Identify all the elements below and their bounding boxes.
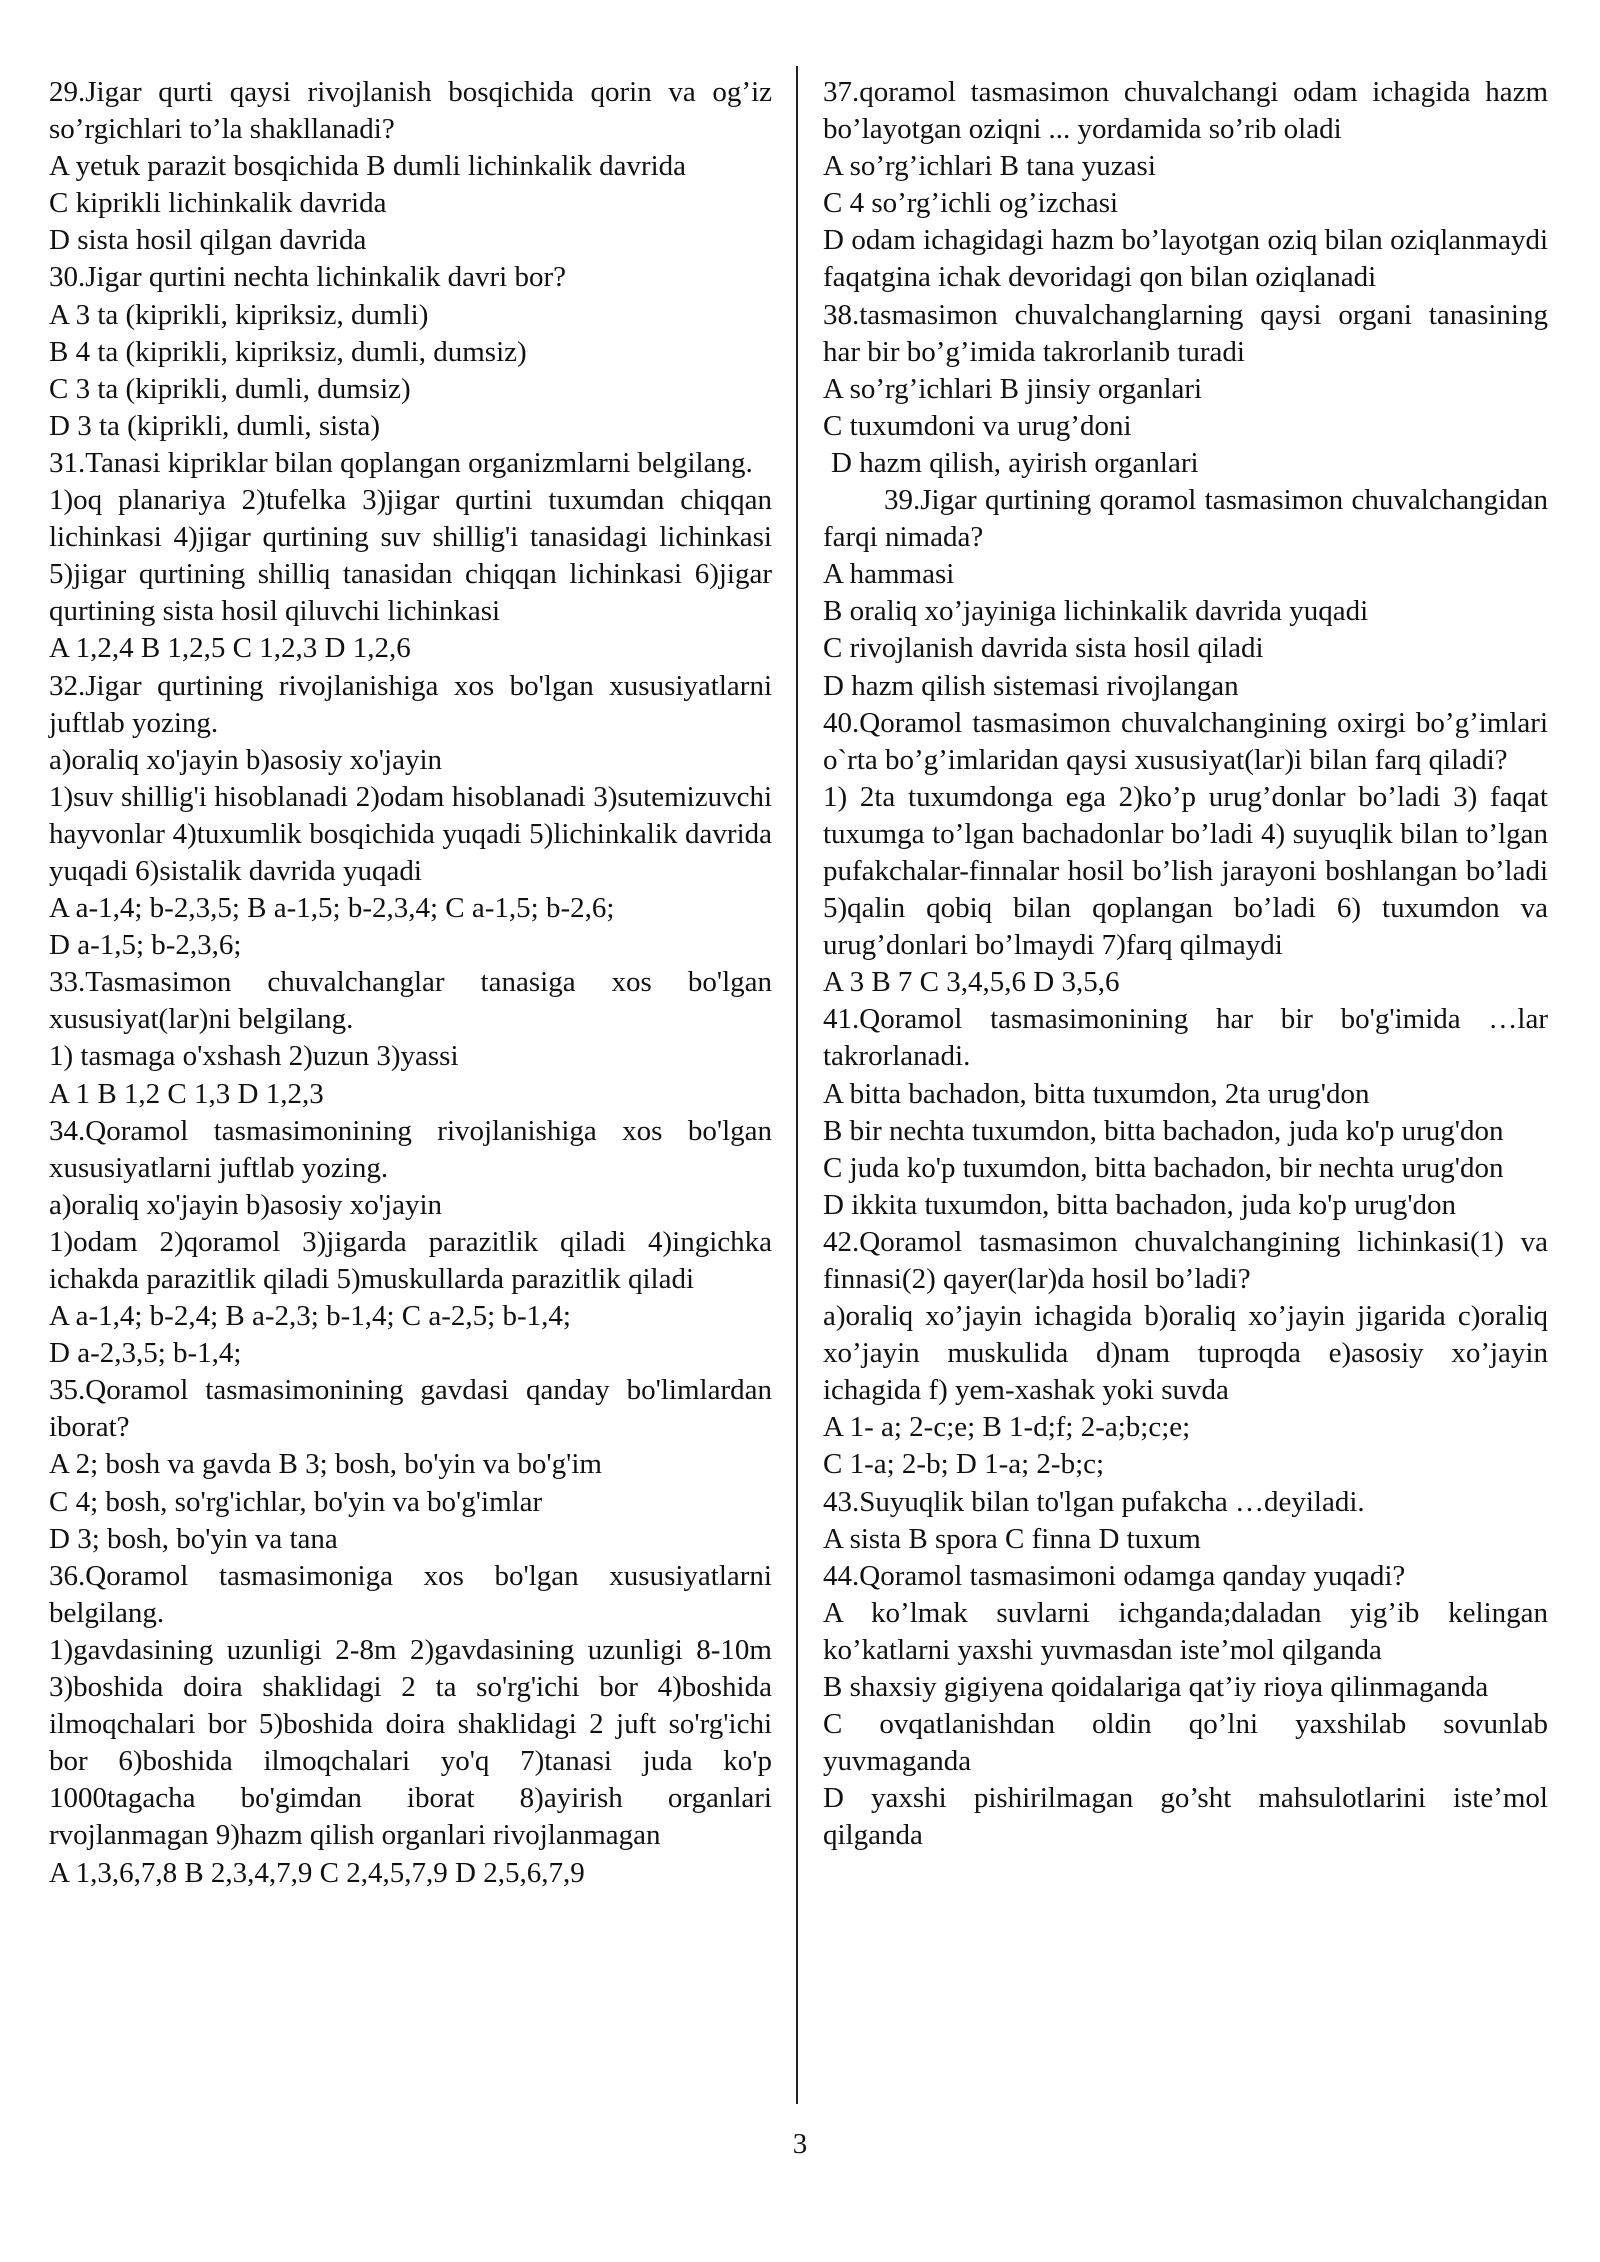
text-line: A hammasi: [823, 558, 955, 591]
text-line: A yetuk parazit bosqichida B dumli lichinkalik davrida: [49, 150, 687, 183]
text-line: A sista B spora C finna D tuxum: [823, 1522, 1201, 1555]
text-line: 1)oq planariya 2)tufelka 3)jigar qurtini tuxumdan chiqqan lichinkasi 4)jigar qurtining suv shillig'i tanasidagi lichinkasi 5)jigar qurtining shilliq tanasidan chiqqan lichinkasi 6)jigar qurtining sista hosil qiluvchi lichinkasi: [49, 484, 772, 628]
text-line: D ikkita tuxumdon, bitta bachadon, juda ko'p urug'don: [823, 1188, 1457, 1221]
text-line: C rivojlanish davrida sista hosil qiladi: [823, 632, 1264, 665]
text-line: 41.Qoramol tasmasimonining har bir bo'g'imida …lar takrorlanadi.: [823, 1003, 1548, 1073]
text-line: C ovqatlanishdan oldin qo’lni yaxshilab sovunlab yuvmaganda: [823, 1708, 1548, 1778]
text-line: 44.Qoramol tasmasimoni odamga qanday yuqadi?: [823, 1559, 1406, 1592]
text-line: 1) 2ta tuxumdonga ega 2)ko’p urug’donlar bo’ladi 3) faqat tuxumga to’lgan bachadonlar bo’ladi 4) suyuqlik bilan to’lgan pufakchalar-finnalar hosil bo’lish jarayoni boshlangan bo’ladi 5)qalin qobiq bilan qoplangan bo’ladi 6) tuxumdon va urug’donlari bo’lmaydi 7)farq qilmaydi: [823, 780, 1548, 962]
text-line: D 3 ta (kiprikli, dumli, sista): [49, 409, 381, 442]
text-line: B shaxsiy gigiyena qoidalariga qat’iy rioya qilinmaganda: [823, 1671, 1489, 1704]
text-line: 1)gavdasining uzunligi 2-8m 2)gavdasining uzunligi 8-10m 3)boshida doira shaklidagi 2 ta so'rg'ichi bor 4)boshida ilmoqchalari bor 5)boshida doira shaklidagi 2 juft so'rg'ichi bor 6)boshida ilmoqchalari yo'q 7)tanasi juda ko'p 1000tagacha bo'gimdan iborat 8)ayirish organlari rvojlanmagan 9)hazm qilish organlari rivojlanmagan: [49, 1633, 772, 1852]
text-line: a)oraliq xo’jayin ichagida b)oraliq xo’jayin jigarida c)oraliq xo’jayin muskulida d)nam tuproqda e)asosiy xo’jayin ichagida f) yem-xashak yoki suvda: [823, 1300, 1548, 1407]
text-line: 39.Jigar qurtining qoramol tasmasimon chuvalchangidan farqi nimada?: [823, 484, 1548, 554]
text-line: 33.Tasmasimon chuvalchanglar tanasiga xos bo'lgan xususiyat(lar)ni belgilang.: [49, 966, 772, 1036]
text-line: 1) tasmaga o'xshash 2)uzun 3)yassi: [49, 1040, 459, 1073]
text-line: 35.Qoramol tasmasimonining gavdasi qanday bo'limlardan iborat?: [49, 1374, 772, 1444]
text-line: a)oraliq xo'jayin b)asosiy xo'jayin: [49, 743, 443, 776]
text-line: D hazm qilish sistemasi rivojlangan: [823, 669, 1239, 702]
text-line: 43.Suyuqlik bilan to'lgan pufakcha …deyiladi.: [823, 1485, 1365, 1518]
text-line: A so’rg’ichlari B jinsiy organlari: [823, 372, 1203, 405]
page-number: 3: [792, 2128, 808, 2160]
text-line: C kiprikli lichinkalik davrida: [49, 187, 387, 220]
text-line: 40.Qoramol tasmasimon chuvalchangining oxirgi bo’g’imlari o`rta bo’g’imlaridan qaysi xususiyat(lar)i bilan farq qiladi?: [823, 706, 1548, 776]
text-line: 42.Qoramol tasmasimon chuvalchangining lichinkasi(1) va finnasi(2) qayer(lar)da hosil bo’ladi?: [823, 1225, 1548, 1295]
text-line: A 1,2,4 B 1,2,5 C 1,2,3 D 1,2,6: [49, 632, 411, 665]
text-line: A a-1,4; b-2,4; B a-2,3; b-1,4; C a-2,5; b-1,4;: [49, 1300, 571, 1333]
column-divider: [796, 66, 798, 2104]
left-column: [49, 74, 772, 1892]
text-line: C 1-a; 2-b; D 1-a; 2-b;c;: [823, 1448, 1105, 1481]
text-line: D yaxshi pishirilmagan go’sht mahsulotlarini iste’mol qilganda: [823, 1782, 1548, 1852]
text-line: A bitta bachadon, bitta tuxumdon, 2ta urug'don: [823, 1077, 1370, 1110]
text-line: A 1,3,6,7,8 B 2,3,4,7,9 C 2,4,5,7,9 D 2,5,6,7,9: [49, 1856, 585, 1889]
text-line: 32.Jigar qurtining rivojlanishiga xos bo'lgan xususiyatlarni juftlab yozing.: [49, 669, 772, 739]
text-line: B 4 ta (kiprikli, kipriksiz, dumli, dumsiz): [49, 335, 527, 368]
text-line: C 4; bosh, so'rg'ichlar, bo'yin va bo'g'imlar: [49, 1485, 543, 1518]
text-line: C 4 so’rg’ichli og’izchasi: [823, 187, 1119, 220]
text-line: a)oraliq xo'jayin b)asosiy xo'jayin: [49, 1188, 443, 1221]
text-line: A ko’lmak suvlarni ichganda;daladan yig’ib kelingan ko’katlarni yaxshi yuvmasdan iste’mol qilganda: [823, 1596, 1548, 1666]
text-line: 38.tasmasimon chuvalchanglarning qaysi organi tanasining har bir bo’g’imida takrorlanib turadi: [823, 298, 1548, 368]
text-line: A so’rg’ichlari B tana yuzasi: [823, 150, 1156, 183]
text-line: C tuxumdoni va urug’doni: [823, 409, 1132, 442]
text-line: A a-1,4; b-2,3,5; B a-1,5; b-2,3,4; C a-1,5; b-2,6;: [49, 892, 615, 925]
text-line: A 1 B 1,2 C 1,3 D 1,2,3: [49, 1077, 324, 1110]
text-line: D 3; bosh, bo'yin va tana: [49, 1522, 338, 1555]
text-line: C juda ko'p tuxumdon, bitta bachadon, bir nechta urug'don: [823, 1151, 1504, 1184]
text-line: D sista hosil qilgan davrida: [49, 224, 367, 257]
text-line: B bir nechta tuxumdon, bitta bachadon, juda ko'p urug'don: [823, 1114, 1504, 1147]
text-line: C 3 ta (kiprikli, dumli, dumsiz): [49, 372, 411, 405]
text-line: 29.Jigar qurti qaysi rivojlanish bosqichida qorin va og’iz so’rgichlari to’la shakllanadi?: [49, 76, 772, 146]
text-line: 1)suv shillig'i hisoblanadi 2)odam hisoblanadi 3)sutemizuvchi hayvonlar 4)tuxumlik bosqichida yuqadi 5)lichinkalik davrida yuqadi 6)sistalik davrida yuqadi: [49, 780, 772, 887]
right-column: [823, 74, 1548, 1855]
text-line: A 2; bosh va gavda B 3; bosh, bo'yin va bo'g'im: [49, 1448, 602, 1481]
text-line: 37.qoramol tasmasimon chuvalchangi odam ichagida hazm bo’layotgan oziqni ... yordamida so’rib oladi: [823, 76, 1548, 146]
text-line: A 1- a; 2-c;e; B 1-d;f; 2-a;b;c;e;: [823, 1411, 1191, 1444]
text-line: D a-1,5; b-2,3,6;: [49, 929, 242, 962]
text-line: 1)odam 2)qoramol 3)jigarda parazitlik qiladi 4)ingichka ichakda parazitlik qiladi 5)muskullarda parazitlik qiladi: [49, 1225, 772, 1295]
text-line: 30.Jigar qurtini nechta lichinkalik davri bor?: [49, 261, 567, 294]
text-line: A 3 B 7 C 3,4,5,6 D 3,5,6: [823, 966, 1120, 999]
text-line: D hazm qilish, ayirish organlari: [831, 446, 1199, 479]
text-line: D a-2,3,5; b-1,4;: [49, 1337, 242, 1370]
text-line: A 3 ta (kiprikli, kipriksiz, dumli): [49, 298, 429, 331]
text-line: B oraliq xo’jayiniga lichinkalik davrida yuqadi: [823, 595, 1369, 628]
text-line: 36.Qoramol tasmasimoniga xos bo'lgan xususiyatlarni belgilang.: [49, 1559, 772, 1629]
text-line: D odam ichagidagi hazm bo’layotgan oziq bilan oziqlanmaydi faqatgina ichak devoridagi qon bilan oziqlanadi: [823, 224, 1548, 294]
text-line: 31.Tanasi kipriklar bilan qoplangan organizmlarni belgilang.: [49, 446, 753, 479]
text-line: 34.Qoramol tasmasimonining rivojlanishiga xos bo'lgan xususiyatlarni juftlab yozing.: [49, 1114, 772, 1184]
